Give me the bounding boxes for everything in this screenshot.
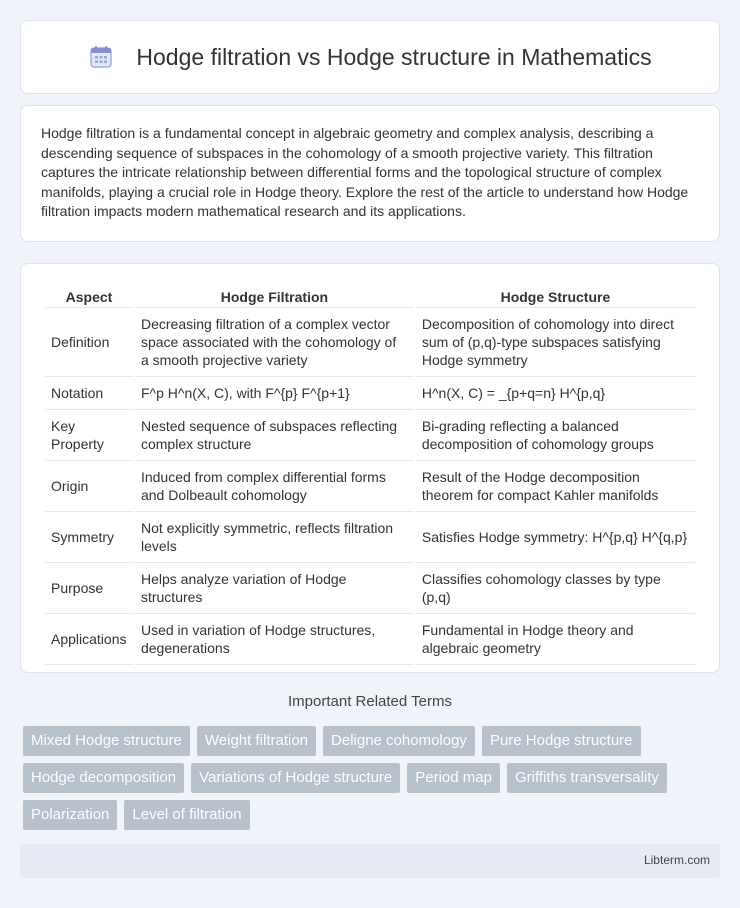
table-cell-aspect: Purpose xyxy=(45,563,133,614)
header-aspect: Aspect xyxy=(45,284,133,308)
related-term-tag[interactable]: Mixed Hodge structure xyxy=(23,726,190,756)
table-header-row xyxy=(45,284,695,308)
table-cell-structure: Satisfies Hodge symmetry: H^{p,q} H^{q,p} xyxy=(416,512,695,563)
table-cell-aspect: Key Property xyxy=(45,410,133,461)
table-cell-filtration: Not explicitly symmetric, reflects filtration levels xyxy=(135,512,414,563)
related-term-tag[interactable]: Weight filtration xyxy=(197,726,316,756)
header-hodge-structure: Hodge Structure xyxy=(416,284,695,308)
table-cell-structure: H^n(X, C) = _{p+q=n} H^{p,q} xyxy=(416,377,695,410)
table-row xyxy=(45,461,695,512)
related-term-tag[interactable]: Deligne cohomology xyxy=(323,726,475,756)
table-cell-aspect: Definition xyxy=(45,308,133,377)
table-cell-structure: Fundamental in Hodge theory and algebraic geometry xyxy=(416,614,695,665)
table-cell-structure: Bi-grading reflecting a balanced decomposition of cohomology groups xyxy=(416,410,695,461)
table-cell-aspect: Symmetry xyxy=(45,512,133,563)
table-cell-structure: Decomposition of cohomology into direct sum of (p,q)-type subspaces satisfying Hodge symmetry xyxy=(416,308,695,377)
calendar-icon xyxy=(88,44,114,70)
related-term-tag[interactable]: Variations of Hodge structure xyxy=(191,763,400,793)
related-terms-list xyxy=(23,726,723,837)
table-row xyxy=(45,308,695,377)
footer-site-link[interactable]: Libterm.com xyxy=(643,853,710,867)
table-cell-filtration: Used in variation of Hodge structures, degenerations xyxy=(135,614,414,665)
related-term-tag[interactable]: Pure Hodge structure xyxy=(482,726,641,756)
related-term-tag[interactable]: Polarization xyxy=(23,800,117,830)
table-cell-filtration: Helps analyze variation of Hodge structures xyxy=(135,563,414,614)
related-term-tag[interactable]: Level of filtration xyxy=(124,800,249,830)
table-row xyxy=(45,377,695,410)
title-card xyxy=(20,20,720,94)
table-row xyxy=(45,614,695,665)
table-cell-aspect: Notation xyxy=(45,377,133,410)
footer xyxy=(20,844,720,878)
table-cell-structure: Result of the Hodge decomposition theorem for compact Kahler manifolds xyxy=(416,461,695,512)
related-terms-title: Important Related Terms xyxy=(288,693,452,710)
intro-text: Hodge filtration is a fundamental concept in algebraic geometry and complex analysis, describing a descending sequence of subspaces in the cohomology of a smooth projective variety. This filtration captures the intricate relationship between differential forms and the topological structure of complex manifolds, playing a crucial role in Hodge theory. Explore the rest of the article to understand how Hodge filtration impacts modern mathematical research and its applications. xyxy=(41,125,689,220)
intro-card xyxy=(20,105,720,242)
related-term-tag[interactable]: Period map xyxy=(407,763,500,793)
header-hodge-filtration: Hodge Filtration xyxy=(135,284,414,308)
comparison-table xyxy=(43,284,697,665)
comparison-table-card xyxy=(20,263,720,673)
table-cell-filtration: Nested sequence of subspaces reflecting complex structure xyxy=(135,410,414,461)
table-cell-structure: Classifies cohomology classes by type (p,q) xyxy=(416,563,695,614)
related-term-tag[interactable]: Griffiths transversality xyxy=(507,763,667,793)
table-cell-filtration: Decreasing filtration of a complex vector space associated with the cohomology of a smooth projective variety xyxy=(135,308,414,377)
table-row xyxy=(45,512,695,563)
page-title: Hodge filtration vs Hodge structure in Mathematics xyxy=(136,43,652,70)
related-term-tag[interactable]: Hodge decomposition xyxy=(23,763,184,793)
table-row xyxy=(45,563,695,614)
table-cell-filtration: F^p H^n(X, C), with F^{p} F^{p+1} xyxy=(135,377,414,410)
table-cell-aspect: Applications xyxy=(45,614,133,665)
table-row xyxy=(45,410,695,461)
table-cell-filtration: Induced from complex differential forms and Dolbeault cohomology xyxy=(135,461,414,512)
table-cell-aspect: Origin xyxy=(45,461,133,512)
